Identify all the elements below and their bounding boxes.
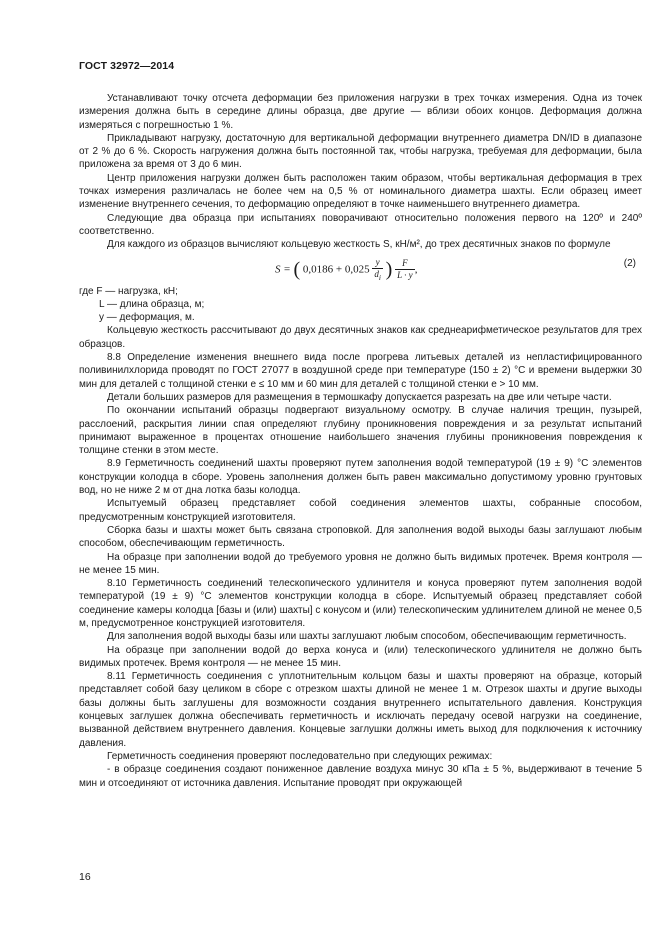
paragraph: Для каждого из образцов вычисляют кольцевую жесткость S, кН/м², до трех десятичных знаков по формуле	[107, 239, 611, 251]
legend-f: F — нагрузка, кН;	[96, 285, 178, 297]
paragraph: Герметичность соединения проверяют последовательно при следующих режимах:	[107, 750, 493, 762]
variable-legend	[79, 285, 642, 325]
fraction-denominator: L · y	[397, 269, 413, 280]
paragraph: На образце при заполнении водой до требуемого уровня не должно быть видимых протечек. Время контроля — не менее 15 мин.	[79, 551, 642, 576]
fraction-denominator	[372, 269, 383, 283]
legend-row-f	[79, 285, 642, 298]
paragraph: Испытуемый образец представляет собой соединения элементов шахты, собранные способом, предусмотренным конструкцией изготовителя.	[79, 498, 642, 523]
denominator-subscript: i	[378, 272, 381, 282]
formula-number: (2)	[623, 257, 636, 269]
paragraph: Для заполнения водой выходы базы или шахты заглушают любым способом, обеспечивающим герметичность.	[107, 631, 627, 643]
close-paren: )	[385, 257, 393, 280]
formula-lhs: S =	[275, 263, 291, 275]
paragraph: На образце при заполнении водой до верха конуса и (или) телескопического удлинителя не должно быть видимых протечек. Время контроля — не менее 15 мин.	[79, 644, 642, 669]
legend-y: y — деформация, м.	[99, 312, 195, 324]
page-number: 16	[79, 871, 91, 883]
paragraph: 8.9 Герметичность соединений шахты проверяют путем заполнения водой температурой (19 ± 9) °С элементов конструкции колодца в сборе. Уровень заполнения должен быть равен максимально допустимому уровню грунтовых вод, но не ниже 2 м от дна лотка базы колодца.	[79, 458, 642, 497]
fraction-numerator: y	[372, 257, 383, 269]
open-paren: (	[293, 257, 301, 280]
fraction-y-over-d	[372, 257, 383, 283]
fraction-numerator: F	[395, 258, 415, 270]
paragraph: Сборка базы и шахты может быть связана строповкой. Для заполнения водой выходы базы заглушают любым способом, обеспечивающим герметичность.	[79, 524, 642, 550]
legend-l: L — длина образца, м;	[99, 298, 205, 310]
paragraph: - в образце соединения создают пониженное давление воздуха минус 30 кПа ± 5 %, выдерживают в течение 5 мин и отсоединяют от источника давления. Испытание проводят при окружающей	[79, 764, 642, 789]
paragraph: Устанавливают точку отсчета деформации без приложения нагрузки в трех точках измерения. Одна из точек измерения должна быть в середине длины образца, две другие — вблизи обоих концов. Деформация должна измеряться с погрешностью 1 %.	[79, 93, 642, 131]
paragraph: Центр приложения нагрузки должен быть расположен таким образом, чтобы вертикальная деформация в трех точках измерения различалась не более чем на 0,5 % от номинального диаметра шахты. Если образец имеет изменение внутреннего сечения, то деформацию определяют в точке наименьшего внутреннего диаметра.	[79, 172, 642, 211]
paragraph: Кольцевую жесткость рассчитывают до двух десятичных знаков как среднеарифметическое результатов для трех образцов.	[79, 325, 642, 350]
paragraph: 8.11 Герметичность соединения с уплотнительным кольцом базы и шахты проверяют на образце, который представляет собой базу целиком в сборе с отрезком шахты длиной не менее 1 м. Отрезок шахты и другие выходы базы должны быть заглушены для возможности создания внутреннего испытательного давления. Конструкция концевых заглушек должна обеспечивать герметичность и исключать передачу осевой нагрузки на соединение, вызванной действием внутреннего давления. Концевые заглушки должны иметь выход для подключения к источнику давления.	[79, 671, 642, 749]
formula-comma: ,	[414, 263, 418, 275]
paragraph: 8.10 Герметичность соединений телескопического удлинителя и конуса проверяют путем заполнения водой температурой (19 ± 9) °С элементов конструкции колодца в сборе. Испытуемый образец представляет собой соединение камеры колодца [базы и (или) шахты] с конусом и (или) телескопическим удлинителем длиной не менее 0,5 м, предусмотренное конструкцией изготовителя.	[79, 578, 642, 629]
paragraph: 8.8 Определение изменения внешнего вида после прогрева литьевых деталей из непластифицированного поливинилхлорида проводят по ГОСТ 27077 в воздушной среде при температуре (150 ± 2) °С и времени выдержки 30 мин для деталей с толщиной стенки e ≤ 10 мм и 60 мин для деталей с толщиной стенки e > 10 мм.	[79, 352, 642, 390]
paragraph: Детали больших размеров для размещения в термошкафу допускается разрезать на две или четыре части.	[107, 391, 612, 403]
fraction-f-over-ly	[395, 258, 415, 281]
standard-id: ГОСТ 32972—2014	[79, 60, 175, 72]
paragraph: Следующие два образца при испытаниях поворачивают относительно положения первого на 120º и 240º соответственно.	[79, 212, 642, 237]
paragraph: Прикладывают нагрузку, достаточную для вертикальной деформации внутреннего диаметра DN/ID в диапазоне от 2 % до 6 %. Скорость нагружения должна быть постоянной так, чтобы нагрузка, требуемая для деформации, была приложена за время от 3 до 6 мин.	[79, 132, 642, 171]
ring-stiffness-formula	[79, 255, 642, 285]
denominator-symbol: d	[374, 268, 379, 279]
legend-lead: где	[79, 285, 94, 297]
formula-constant: 0,0186 + 0,025	[302, 263, 370, 275]
body-text	[79, 92, 642, 790]
paragraph: По окончании испытаний образцы подвергают визуальному осмотру. В случае наличия трещин, пузырей, расслоений, раскрытия линии спая определяют глубину проникновения повреждения и за результат испытаний принимают выраженное в процентах отношение наибольшего значения глубины проникновения повреждения к толщине стенки в этом месте.	[79, 405, 642, 457]
